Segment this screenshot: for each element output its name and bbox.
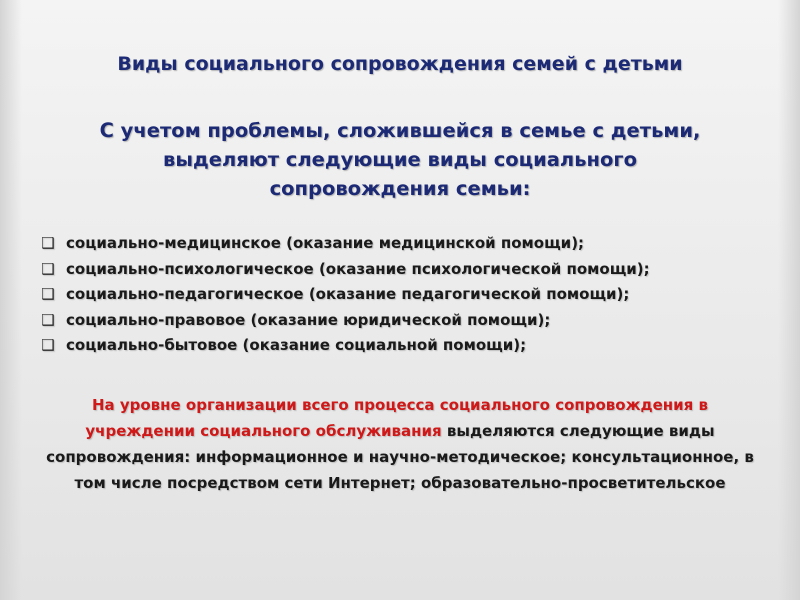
list-item <box>40 231 780 257</box>
hollow-square-bullet-icon: ❑ <box>41 336 55 354</box>
left-edge-shade <box>0 0 22 600</box>
list-item <box>40 333 780 359</box>
hollow-square-bullet-icon: ❑ <box>41 285 55 303</box>
footer-paragraph <box>40 392 760 496</box>
list-item-text: социально-правовое (оказание юридической помощи); <box>66 310 551 329</box>
list-item-text: социально-психологическое (оказание психологической помощи); <box>66 259 650 278</box>
list-item-text: социально-бытовое (оказание социальной помощи); <box>66 336 527 354</box>
list-item <box>40 282 780 308</box>
footer-body-text: выделяются следующие виды сопровождения: информационное и научно-методическое; консультационное, в том числе посредством сети Интернет; образовательно-просветительское <box>46 422 754 492</box>
list-item-text: социально-медицинское (оказание медицинской помощи); <box>66 234 585 252</box>
list-item-text: социально-педагогическое (оказание педагогической помощи); <box>66 285 630 303</box>
footer-highlight-text: На уровне организации всего процесса социального сопровождения в учреждении социального обслуживания <box>85 396 709 440</box>
hollow-square-bullet-icon: ❑ <box>41 234 55 252</box>
list-item <box>40 308 780 334</box>
hollow-square-bullet-icon: ❑ <box>41 259 55 278</box>
slide-title: Виды социального сопровождения семей с детьми <box>117 53 683 75</box>
slide-subtitle: С учетом проблемы, сложившейся в семье с детьми, выделяют следующие виды социального сопровождения семьи: <box>99 119 701 200</box>
bullet-list <box>40 231 780 359</box>
hollow-square-bullet-icon: ❑ <box>41 310 55 329</box>
right-edge-shade <box>778 0 800 600</box>
list-item <box>40 257 780 283</box>
